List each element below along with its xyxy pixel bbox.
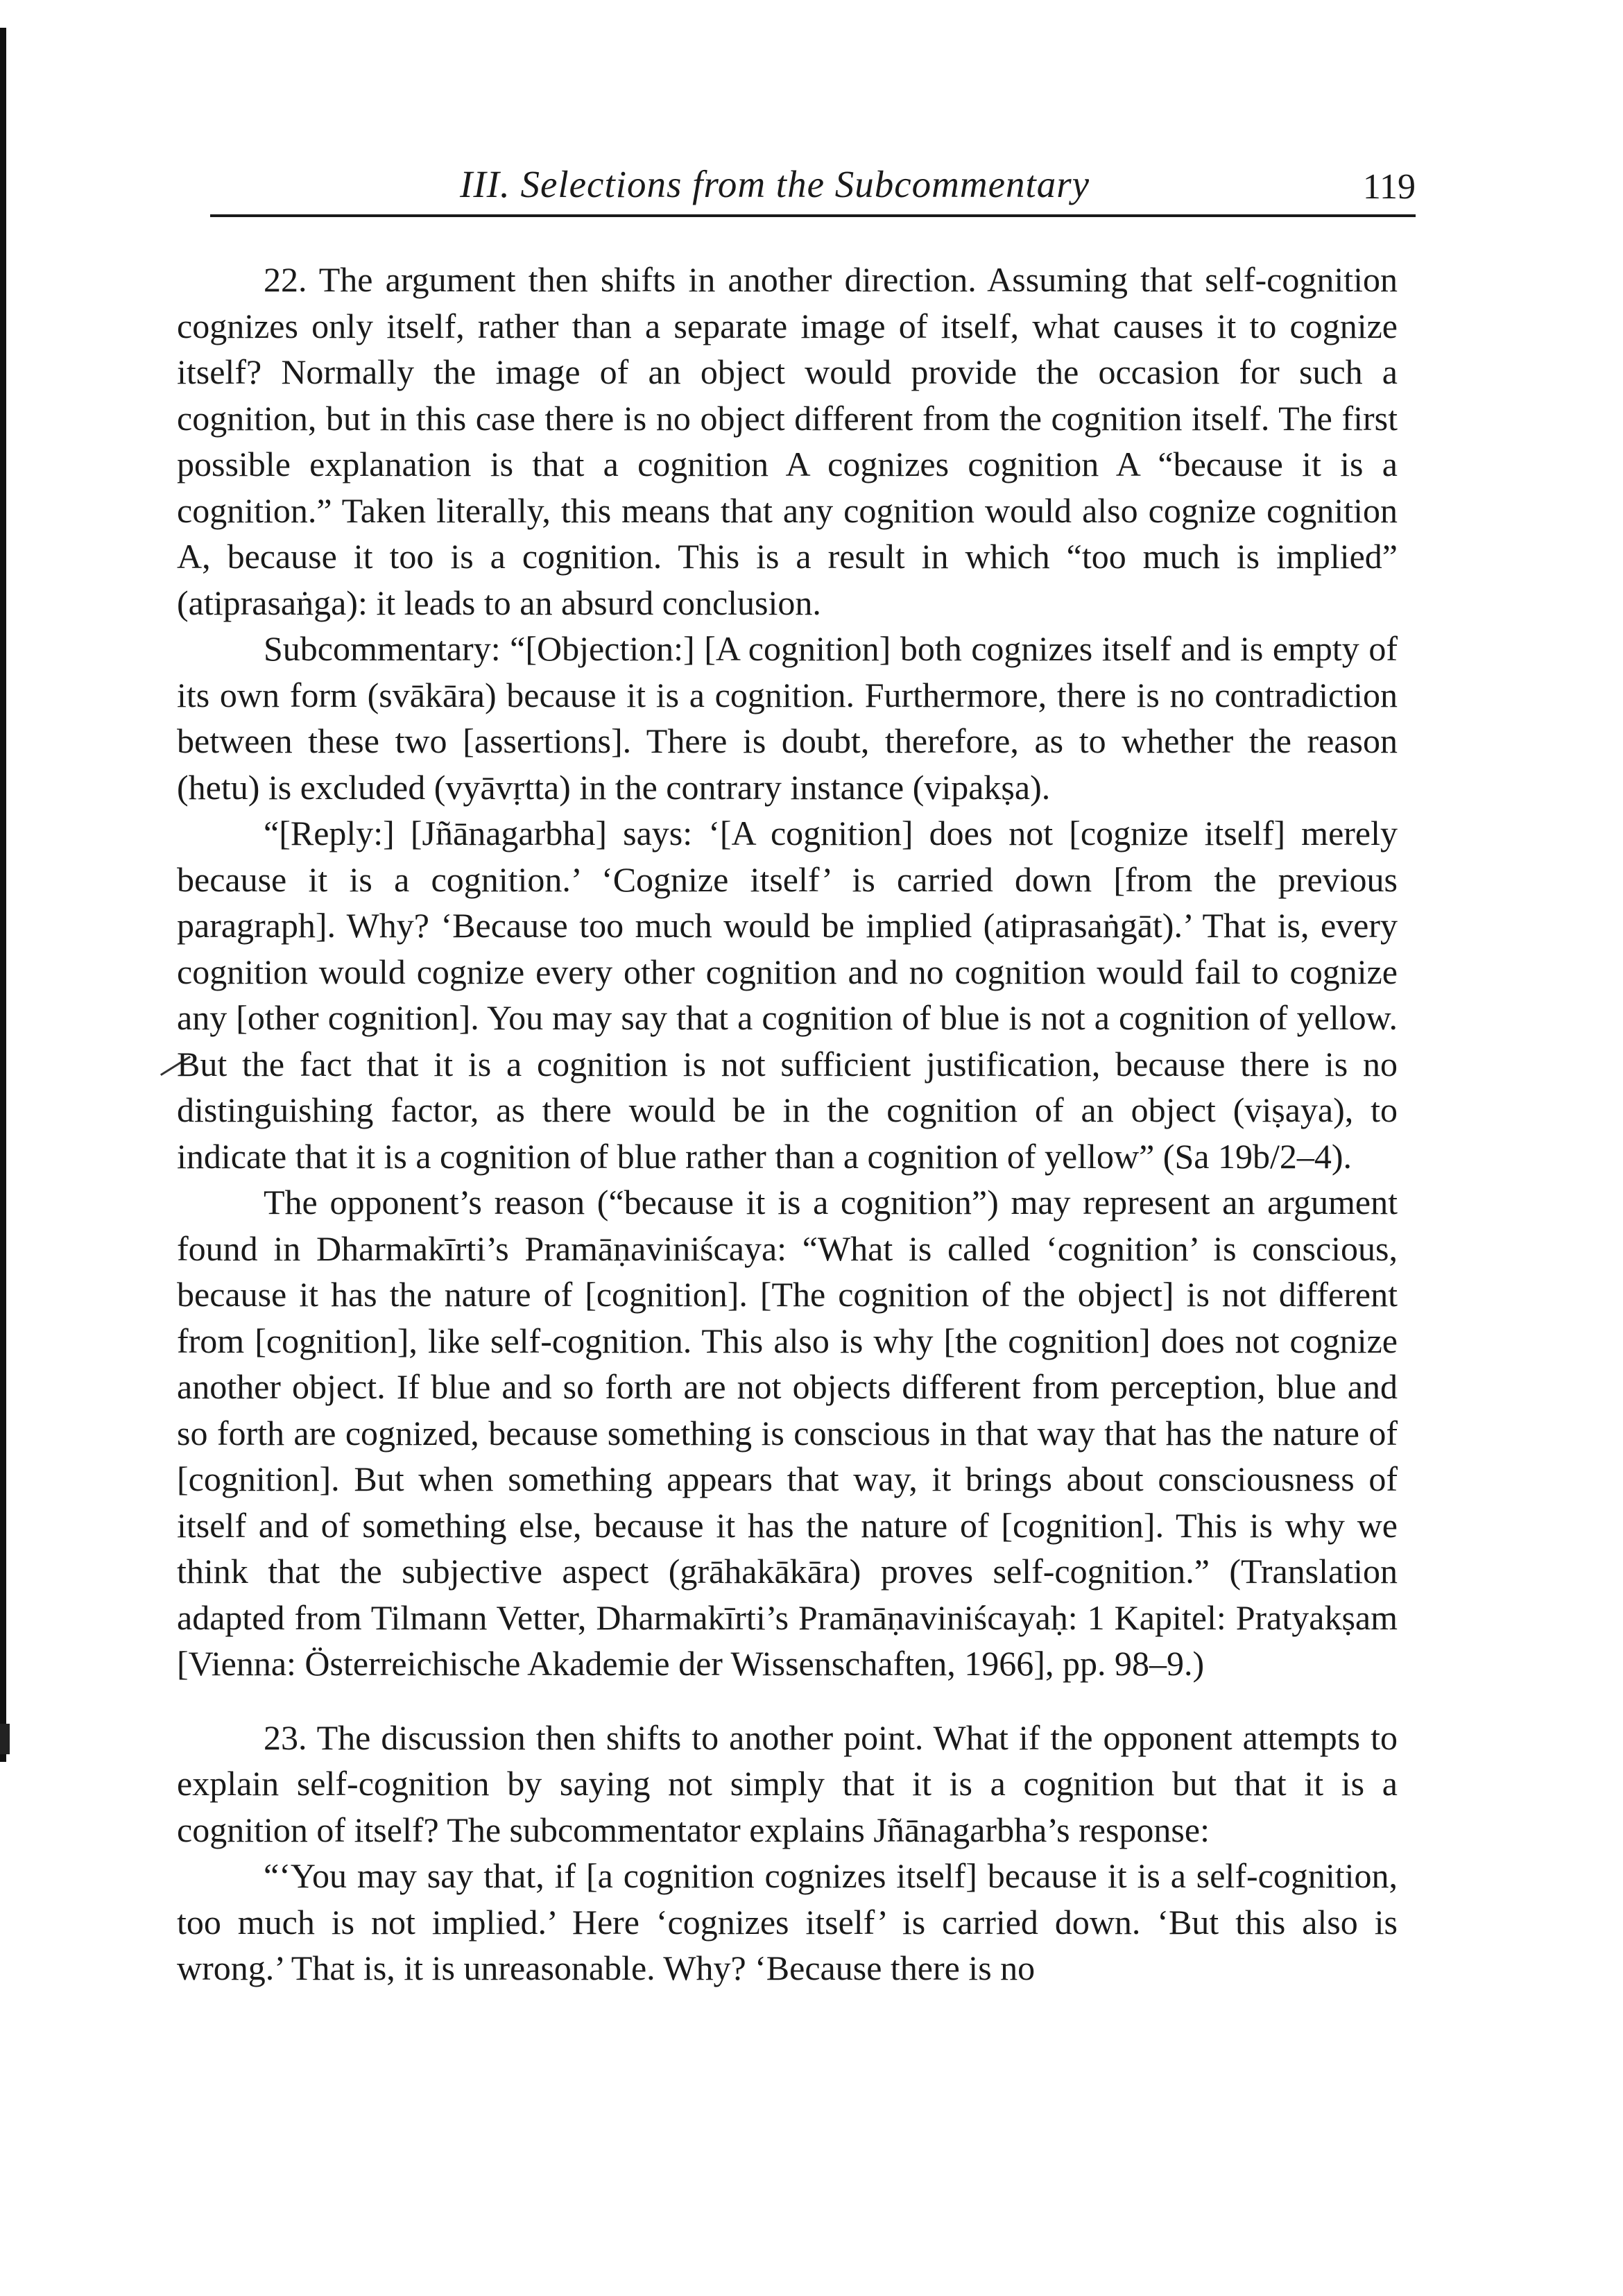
header-rule	[210, 214, 1416, 217]
paragraph-opponent-reason: The opponent’s reason (“because it is a cognition”) may represent an argument found in Dharmakīrti’s Pramāṇaviniścaya: “What is called ‘cognition’ is conscious, because it has the nature of [cognition]. [The cognition of the object] is not different from [cognition], like self-cognition. This also is why [the cognition] does not cognize another object. If blue and so forth are not objects different from perception, blue and so forth are cognized, because something is conscious in that way that has the nature of [cognition]. But when something appears that way, it brings about consciousness of itself and of something else, because it has the nature of [cognition]. This is why we think that the subjective aspect (grāhakākāra) proves self-cognition.” (Translation adapted from Tilmann Vetter, Dharmakīrti’s Pramāṇaviniścayaḥ: 1 Kapitel: Pratyakṣam [Vienna: Österreichische Akademie der Wissenschaften, 1966], pp. 98–9.)	[177, 1183, 1398, 1683]
paragraph-subcommentary-objection: Subcommentary: “[Objection:] [A cognition] both cognizes itself and is empty of its own form (svākāra) because it is a cognition. Furthermore, there is no contradiction between these two [assertions]. There is doubt, therefore, as to whether the reason (hetu) is excluded (vyāvṛtta) in the contrary instance (vipakṣa).	[177, 629, 1398, 807]
paragraph-reply: “[Reply:] [Jñānagarbha] says: ‘[A cognition] does not [cognize itself] merely because it is a cognition.’ ‘Cognize itself’ is carried down [from the previous paragraph]. Why? ‘Because too much would be implied (atiprasaṅgāt).’ That is, every cognition would cognize every other cognition and no cognition would fail to cognize any [other cognition]. You may say that a cognition of blue is not a cognition of yellow. But the fact that it is a cognition is not sufficient justification, because there is no distinguishing factor, as there would be in the cognition of an object (viṣaya), to indicate that it is a cognition of blue rather than a cognition of yellow” (Sa 19b/2–4).	[177, 814, 1398, 1176]
running-head	[210, 151, 1416, 217]
text-body	[177, 257, 1398, 1991]
paragraph-self-cognition-quote: “‘You may say that, if [a cognition cognizes itself] because it is a self-cognition, too much is not implied.’ Here ‘cognizes itself’ is carried down. ‘But this also is wrong.’ That is, it is unreasonable. Why? ‘Because there is no	[177, 1856, 1398, 1987]
page-binding-edge	[0, 28, 6, 1762]
page-number: 119	[1362, 167, 1416, 207]
paragraph-23: 23. The discussion then shifts to another point. What if the opponent attempts to explain self-cognition by saying not simply that it is a cognition but that it is a cognition of itself? The subcommentator explains Jñānagarbha’s response:	[177, 1717, 1398, 1849]
paragraph-22: 22. The argument then shifts in another direction. Assuming that self-cognition cognizes only itself, rather than a separate image of itself, what causes it to cognize itself? Normally the image of an object would provide the occasion for such a cognition, but in this case there is no object different from the cognition itself. The first possible explanation is that a cognition A cognizes cognition A “because it is a cognition.” Taken literally, this means that any cognition would also cognize cognition A, because it too is a cognition. This is a result in which “too much is implied” (atiprasaṅga): it leads to an absurd conclusion.	[177, 260, 1398, 622]
running-title: III. Selections from the Subcommentary	[460, 163, 1090, 205]
page-edge-tick	[0, 1724, 10, 1754]
